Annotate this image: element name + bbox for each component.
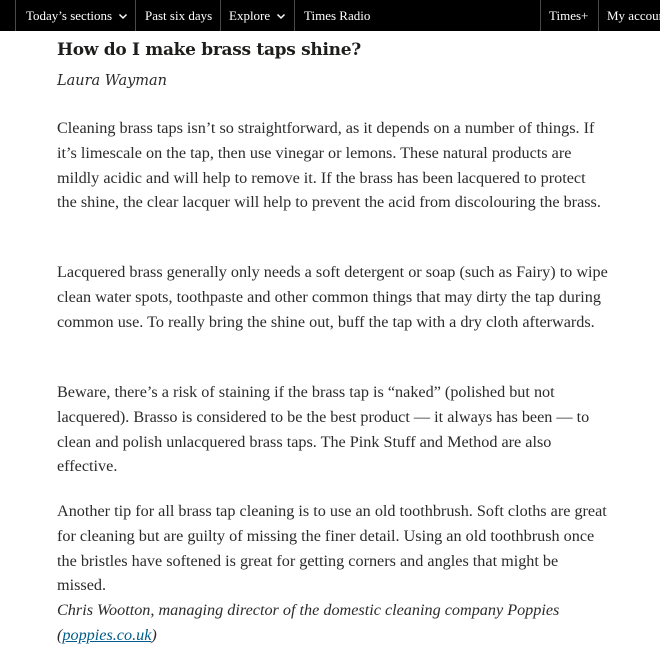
nav-times-plus[interactable] [549,0,588,31]
attribution-text: Chris Wootton, managing director of the domestic cleaning company Poppies [57,601,560,619]
nav-todays-sections[interactable] [26,0,128,31]
nav-divider [598,0,599,31]
nav-my-account[interactable] [607,0,669,31]
nav-times-plus-label: Times+ [549,7,589,23]
article-paragraph: Another tip for all brass tap cleaning is to use an old toothbrush. Soft cloths are great for cleaning but are guilty of missing the finer detail. Using an old toothbrush once the bristles have softened is great for getting corners and angles that might be missed. [57,502,607,595]
article-paragraph: Beware, there’s a risk of staining if the brass tap is “naked” (polished but not lacquered). Brasso is considered to be the best product — it always has been — to clean and polish unlacquered brass taps. The Pink Stuff and Method are also effective. [57,383,590,476]
chevron-down-icon [118,11,128,21]
nav-divider [540,0,541,31]
chevron-down-icon [276,11,286,21]
nav-times-radio[interactable] [304,0,370,31]
nav-explore[interactable] [229,0,286,31]
attribution-open-paren: ( [57,625,63,644]
nav-divider [135,0,136,31]
nav-past-six-days-label: Past six days [145,7,213,23]
nav-explore-label: Explore [229,7,271,23]
article-headline: How do I make brass taps shine? [57,40,361,60]
nav-divider [15,0,16,31]
poppies-link[interactable]: poppies.co.uk [62,625,152,644]
attribution-close-paren: ) [151,625,157,644]
top-navigation [0,0,669,31]
article-paragraph: Cleaning brass taps isn’t so straightforward, as it depends on a number of things. If it’s limescale on the tap, then use vinegar or lemons. These natural products are mildly acidic and will help to remove it. If the brass has been lacquered to protect the shine, the clear lacquer will help to prevent the acid from discolouring the brass. [57,119,601,212]
nav-my-account-label: My account [607,7,669,23]
article-paragraph: Lacquered brass generally only needs a soft detergent or soap (such as Fairy) to wipe clean water spots, toothpaste and other common things that may dirty the tap during common use. To really bring the shine out, buff the tap with a dry cloth afterwards. [57,263,608,331]
nav-divider [220,0,221,31]
nav-times-radio-label: Times Radio [304,7,371,23]
nav-todays-sections-label: Today’s sections [26,7,113,23]
nav-divider [294,0,295,31]
article-author: Laura Wayman [57,73,168,89]
article-attribution [57,598,609,648]
nav-past-six-days[interactable] [145,0,212,31]
